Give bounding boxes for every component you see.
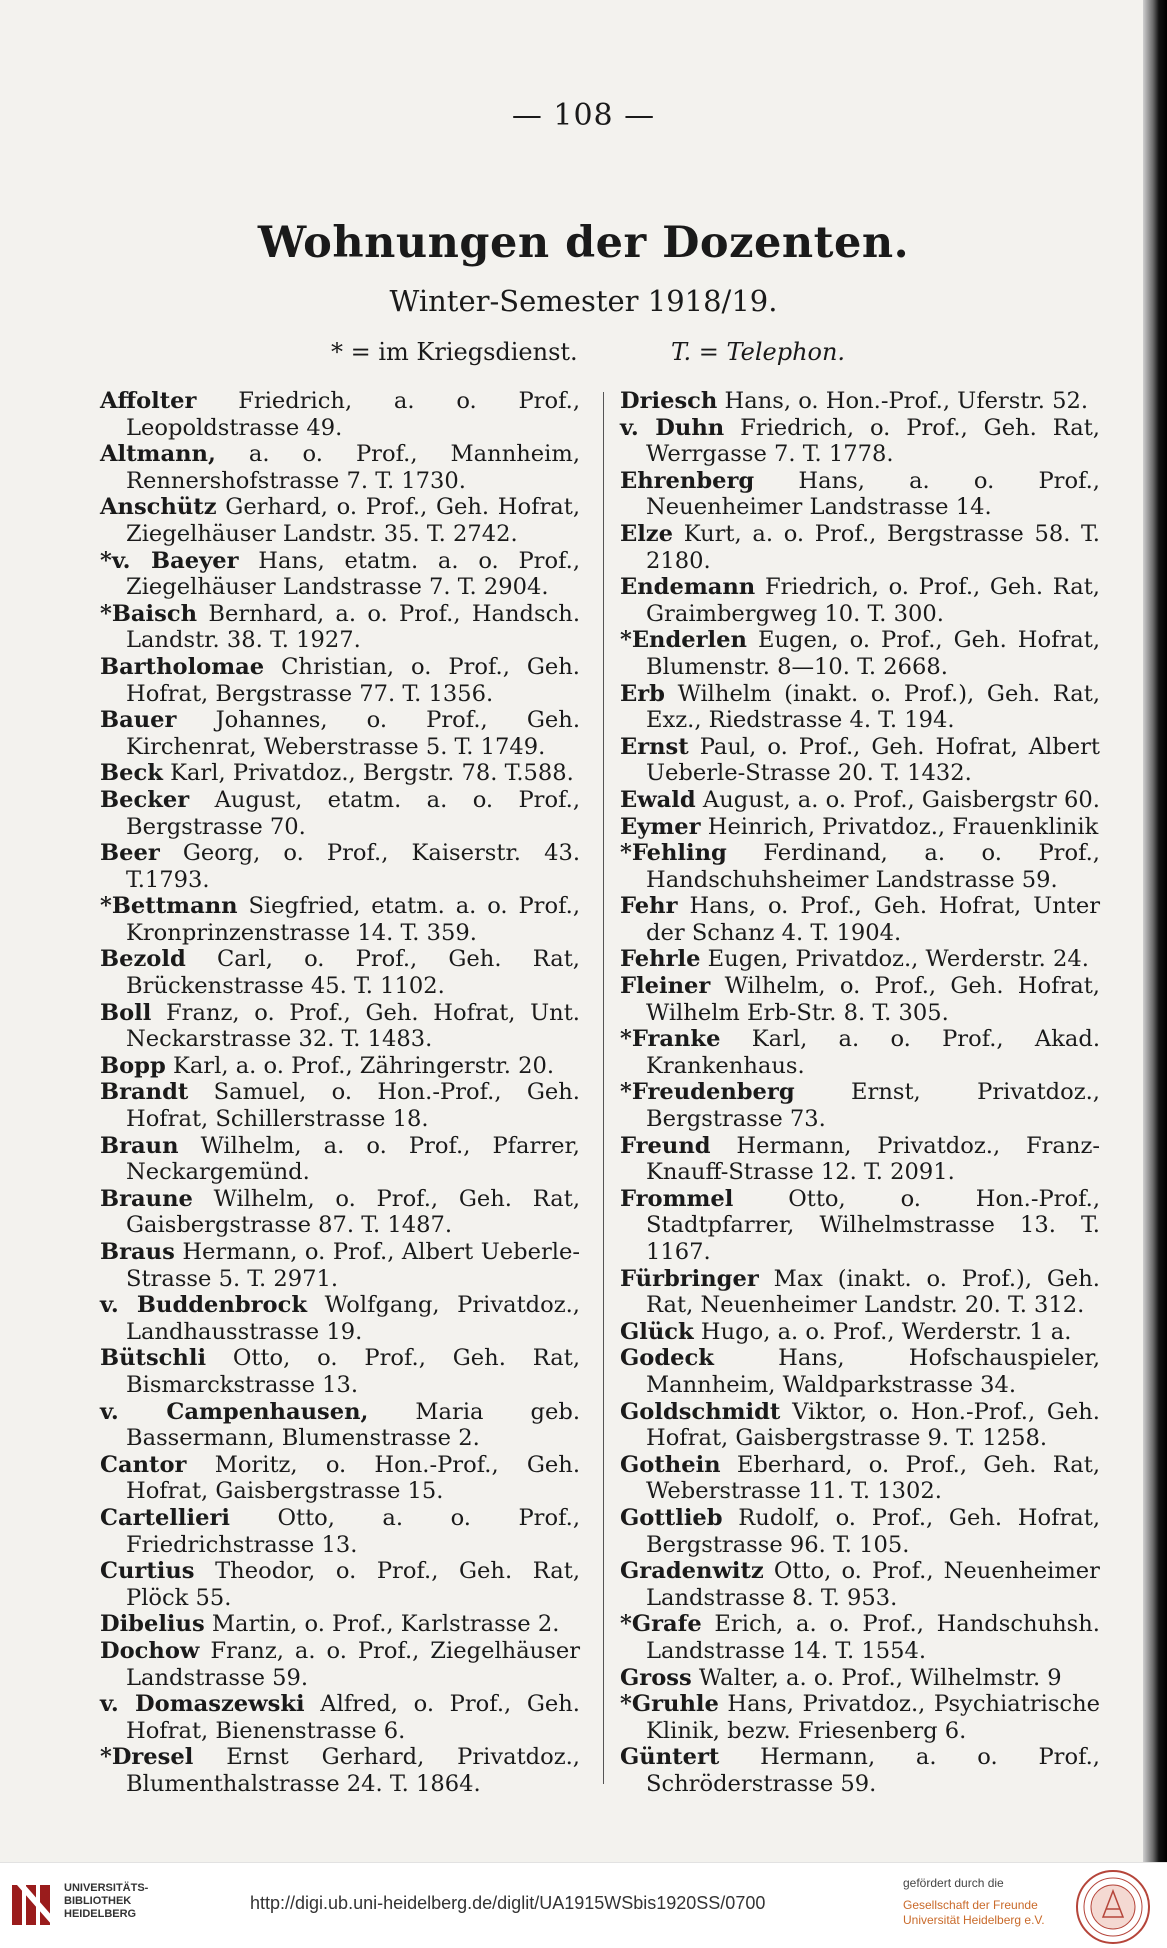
lecturer-name: Dochow [100,1637,200,1664]
lecturer-name: Fehrle [620,946,701,973]
lecturer-name: *v. Baeyer [100,547,239,574]
directory-entry [100,787,580,840]
directory-entry [620,973,1100,1026]
lecturer-name: Beer [100,840,160,867]
library-name [64,1882,148,1921]
lecturer-details: Hans, Privatdoz., Psychiatrische Klinik, bezw. Friesenberg 6. [646,1691,1101,1744]
lecturer-name: Altmann, [100,441,216,468]
directory-entry [620,946,1100,973]
lecturer-name: v. Domaszewski [100,1691,305,1718]
library-name-line: HEIDELBERG [64,1908,137,1920]
lecturer-details: Ernst Gerhard, Privatdoz., Blumenthalstrasse 24. T. 1864. [126,1744,580,1797]
lecturer-details: Eberhard, o. Prof., Geh. Rat, Weberstrasse 11. T. 1302. [646,1451,1100,1505]
lecturer-details: Otto, o. Prof., Geh. Rat, Bismarckstrasse 13. [126,1345,580,1398]
directory-entry [620,1452,1100,1505]
lecturer-name: Ewald [620,786,696,813]
lecturer-details: Hugo, a. o. Prof., Werderstr. 1 a. [700,1318,1072,1345]
lecturer-name: Braune [100,1185,193,1212]
lecturer-details: Karl, a. o. Prof., Zähringerstr. 20. [172,1052,555,1079]
directory-entry [100,1186,580,1239]
directory-entry [100,548,580,601]
lecturer-details: Georg, o. Prof., Kaiserstr. 43. T.1793. [126,840,580,893]
library-name-line: BIBLIOTHEK [64,1895,132,1907]
lecturer-name: Güntert [620,1744,720,1771]
directory-entry [620,388,1100,415]
lecturer-name: Bezold [100,946,186,973]
lecturer-name: Freund [620,1132,711,1159]
directory-entry [100,946,580,999]
directory-entry [620,1505,1100,1558]
lecturer-name: Dibelius [100,1611,205,1638]
lecturer-name: Glück [620,1318,694,1345]
lecturer-details: Friedrich, o. Prof., Geh. Rat, Werrgasse 7. T. 1778. [646,414,1100,468]
lecturer-name: Bauer [100,707,177,734]
directory-entry [620,787,1100,814]
lecturer-details: a. o. Prof., Mannheim, Rennershofstrasse 7. T. 1730. [126,441,581,494]
footer [0,1862,1167,1948]
lecturer-details: Wilhelm, o. Prof., Geh. Rat, Gaisbergstrasse 87. T. 1487. [126,1185,581,1239]
directory-entry [100,1079,580,1132]
lecturer-name: Cantor [100,1451,187,1478]
directory-entry [620,1133,1100,1186]
directory-entry [100,388,580,441]
lecturer-details: Carl, o. Prof., Geh. Rat, Brückenstrasse 45. T. 1102. [126,946,580,1000]
lecturer-name: *Bettmann [100,893,238,920]
directory-entry [620,468,1100,521]
directory-entry [100,601,580,654]
lecturer-details: Johannes, o. Prof., Geh. Kirchenrat, Weberstrasse 5. T. 1749. [126,707,580,760]
lecturer-details: Heinrich, Privatdoz., Frauenklinik [707,813,1099,840]
lecturer-details: Moritz, o. Hon.-Prof., Geh. Hofrat, Gaisbergstrasse 15. [126,1451,580,1505]
directory-entry [620,1665,1100,1692]
directory-entry [100,1744,580,1797]
lecturer-details: Maria geb. Bassermann, Blumenstrasse 2. [126,1398,580,1452]
lecturer-name: Ehrenberg [620,467,755,494]
page-edge-shadow [1143,0,1167,1862]
directory-entry [620,840,1100,893]
directory-entry [100,1000,580,1053]
lecturer-details: Friedrich, o. Prof., Geh. Rat, Graimbergweg 10. T. 300. [646,574,1100,627]
directory-entry [620,1266,1100,1319]
lecturer-details: Otto, o. Hon.-Prof., Stadtpfarrer, Wilhelmstrasse 13. T. 1167. [646,1185,1100,1265]
directory-entry [620,893,1100,946]
directory-entry [620,1345,1100,1398]
sponsor-name-line: Gesellschaft der Freunde [903,1898,1038,1912]
lecturer-details: Theodor, o. Prof., Geh. Rat, Plöck 55. [126,1558,580,1611]
lecturer-name: Braus [100,1239,175,1265]
directory-entry [100,1399,580,1452]
lecturer-name: *Franke [620,1026,721,1053]
lecturer-details: Hans, o. Hon.-Prof., Uferstr. 52. [724,388,1089,414]
directory-entry [100,441,580,494]
lecturer-details: Hermann, a. o. Prof., Schröderstrasse 59. [646,1744,1100,1797]
lecturer-details: Wilhelm, a. o. Prof., Pfarrer, Neckargemünd. [126,1132,580,1186]
directory-entry [620,1026,1100,1079]
lecturer-details: Wilhelm, o. Prof., Geh. Hofrat, Wilhelm Erb-Str. 8. T. 305. [646,973,1100,1026]
directory-entry [620,1186,1100,1266]
lecturer-name: Fehr [620,893,678,920]
directory-entry [620,1691,1100,1744]
lecturer-details: Hans, a. o. Prof., Neuenheimer Landstrasse 14. [646,467,1100,521]
lecturer-details: Hans, o. Prof., Geh. Hofrat, Unter der Schanz 4. T. 1904. [646,893,1100,946]
lecturer-name: v. Duhn [620,414,725,441]
lecturer-name: Bopp [100,1052,166,1079]
lecturer-details: Gerhard, o. Prof., Geh. Hofrat, Ziegelhäuser Landstr. 35. T. 2742. [126,494,580,547]
lecturer-name: *Enderlen [620,627,747,654]
lecturer-name: *Freudenberg [620,1079,795,1106]
directory-entry [620,1744,1100,1797]
lecturer-details: Bernhard, a. o. Prof., Handsch. Landstr. 38. T. 1927. [126,600,580,654]
lecturer-details: Ferdinand, a. o. Prof., Handschuhsheimer Landstrasse 59. [646,840,1100,893]
lecturer-name: *Dresel [100,1744,194,1771]
lecturer-name: Gottlieb [620,1504,723,1531]
lecturer-name: Boll [100,999,152,1026]
directory-entry [620,1319,1100,1346]
directory-entry [100,1239,580,1292]
sponsor-intro: gefördert durch die [903,1876,1004,1890]
lecturer-details: Max (inakt. o. Prof.), Geh. Rat, Neuenheimer Landstr. 20. T. 312. [646,1265,1100,1319]
page-title: Wohnungen der Dozenten. [257,218,910,268]
directory-entry [100,1133,580,1186]
library-name-line: UNIVERSITÄTS- [64,1882,149,1894]
directory-entry [620,734,1100,787]
lecturer-name: Affolter [100,388,197,414]
lecturer-name: Gradenwitz [620,1558,764,1585]
directory-entry [620,574,1100,627]
lecturer-name: Brandt [100,1079,189,1106]
lecturer-name: Frommel [620,1185,734,1212]
lecturer-name: Fürbringer [620,1265,759,1292]
lecturer-name: Fleiner [620,973,711,1000]
lecturer-details: Karl, Privatdoz., Bergstr. 78. T.588. [170,760,574,787]
directory-entry [100,1638,580,1691]
lecturer-details: Hermann, o. Prof., Albert Ueberle-Strasse 5. T. 2971. [126,1239,580,1292]
directory-entry [620,1558,1100,1611]
lecturer-details: Ernst, Privatdoz., Bergstrasse 73. [646,1079,1100,1133]
lecturer-name: v. Buddenbrock [100,1292,308,1319]
directory-entry [620,1399,1100,1452]
lecturer-name: Ernst [620,733,689,760]
lecturer-details: Siegfried, etatm. a. o. Prof., Kronprinzenstrasse 14. T. 359. [126,893,581,946]
lecturer-name: Goldschmidt [620,1398,781,1425]
lecturer-details: Wolfgang, Privatdoz., Landhausstrasse 19. [126,1292,580,1345]
lecturer-name: Becker [100,786,190,813]
directory-entry [100,1611,580,1638]
lecturer-name: *Grafe [620,1611,702,1638]
source-url-link[interactable]: http://digi.ub.uni-heidelberg.de/diglit/UA1915WSbis1920SS/0700 [250,1893,766,1913]
lecturer-name: *Gruhle [620,1691,719,1718]
directory-entry [620,1079,1100,1132]
lecturer-name: Bütschli [100,1345,207,1372]
lecturer-details: Martin, o. Prof., Karlstrasse 2. [211,1611,560,1638]
sponsor-name-line: Universität Heidelberg e.V. [903,1913,1045,1927]
lecturer-name: Curtius [100,1558,195,1585]
lecturer-name: *Baisch [100,600,198,627]
directory-entry [620,627,1100,680]
lecturer-details: Samuel, o. Hon.-Prof., Geh. Hofrat, Schillerstrasse 18. [126,1079,580,1133]
column-divider [603,392,604,1784]
right-column [620,388,1100,1797]
directory-entry [620,415,1100,468]
directory-entry [620,814,1100,841]
lecturer-details: Kurt, a. o. Prof., Bergstrasse 58. T. 2180. [646,520,1100,574]
page-subtitle: Winter-Semester 1918/19. [389,284,778,318]
lecturer-name: Elze [620,520,674,547]
directory-entry [100,494,580,547]
lecturer-details: Wilhelm (inakt. o. Prof.), Geh. Rat, Exz., Riedstrasse 4. T. 194. [646,680,1101,734]
directory-entry [100,760,580,787]
lecturer-details: August, a. o. Prof., Gaisbergstr 60. [702,786,1100,813]
lecturer-details: Paul, o. Prof., Geh. Hofrat, Albert Ueberle-Strasse 20. T. 1432. [646,733,1100,787]
lecturer-details: Hans, etatm. a. o. Prof., Ziegelhäuser Landstrasse 7. T. 2904. [126,547,581,601]
directory-entry [100,1345,580,1398]
lecturer-details: Eugen, o. Prof., Geh. Hofrat, Blumenstr. 8—10. T. 2668. [646,627,1101,680]
legend-war-service: * = im Kriegsdienst. [331,338,578,366]
directory-entry [620,681,1100,734]
directory-entry [100,707,580,760]
directory-entry [100,1452,580,1505]
lecturer-details: August, etatm. a. o. Prof., Bergstrasse 70. [126,786,580,840]
lecturer-name: Driesch [620,388,718,414]
legend-telephone: T. = Telephon. [671,338,846,366]
lecturer-name: Braun [100,1132,179,1159]
lecturer-name: Gross [620,1664,692,1691]
directory-entry [100,1292,580,1345]
directory-entry [100,893,580,946]
directory-entry [620,1611,1100,1664]
lecturer-details: Karl, a. o. Prof., Akad. Krankenhaus. [646,1026,1100,1079]
directory-entry [100,1691,580,1744]
university-seal-icon [1075,1869,1151,1945]
lecturer-details: Hans, Hofschauspieler, Mannheim, Waldparkstrasse 34. [646,1345,1100,1398]
sponsor-block [903,1876,1073,1928]
lecturer-details: Erich, a. o. Prof., Handschuhsh. Landstrasse 14. T. 1554. [646,1611,1100,1664]
directory-entry [100,840,580,893]
lecturer-name: Anschütz [100,494,217,521]
lecturer-name: Cartellieri [100,1504,230,1531]
lecturer-details: Otto, o. Prof., Neuenheimer Landstrasse 8. T. 953. [646,1558,1100,1611]
lecturer-details: Rudolf, o. Prof., Geh. Hofrat, Bergstrasse 96. T. 105. [646,1504,1100,1558]
lecturer-name: Eymer [620,813,701,840]
directory-entry [100,654,580,707]
lecturer-details: Friedrich, a. o. Prof., Leopoldstrasse 49. [126,388,581,441]
lecturer-details: Eugen, Privatdoz., Werderstr. 24. [707,946,1089,973]
lecturer-details: Franz, o. Prof., Geh. Hofrat, Unt. Neckarstrasse 32. T. 1483. [126,999,580,1053]
lecturer-name: v. Campenhausen, [100,1398,369,1425]
lecturer-name: Bartholomae [100,653,265,680]
directory-entry [100,1505,580,1558]
directory-entry [100,1053,580,1080]
lecturer-name: Beck [100,760,163,787]
lecturer-details: Alfred, o. Prof., Geh. Hofrat, Bienenstrasse 6. [126,1691,580,1744]
lecturer-name: Erb [620,680,665,707]
left-column [100,388,580,1797]
lecturer-details: Viktor, o. Hon.-Prof., Geh. Hofrat, Gaisbergstrasse 9. T. 1258. [646,1398,1100,1452]
legend [0,338,1167,372]
lecturer-name: *Fehling [620,840,727,867]
directory-entry [100,1558,580,1611]
directory-entry [620,521,1100,574]
lecturer-details: Hermann, Privatdoz., Franz-Knauff-Strasse 12. T. 2091. [646,1132,1100,1186]
lecturer-name: Godeck [620,1345,714,1372]
lecturer-details: Walter, a. o. Prof., Wilhelmstr. 9 [698,1664,1062,1691]
lecturer-name: Gothein [620,1451,721,1478]
lecturer-details: Christian, o. Prof., Geh. Hofrat, Bergstrasse 77. T. 1356. [126,653,580,707]
lecturer-name: Endemann [620,574,756,601]
lecturer-details: Franz, a. o. Prof., Ziegelhäuser Landstrasse 59. [126,1637,581,1691]
lecturer-details: Otto, a. o. Prof., Friedrichstrasse 13. [126,1504,581,1558]
page-number: — 108 — [511,98,656,133]
